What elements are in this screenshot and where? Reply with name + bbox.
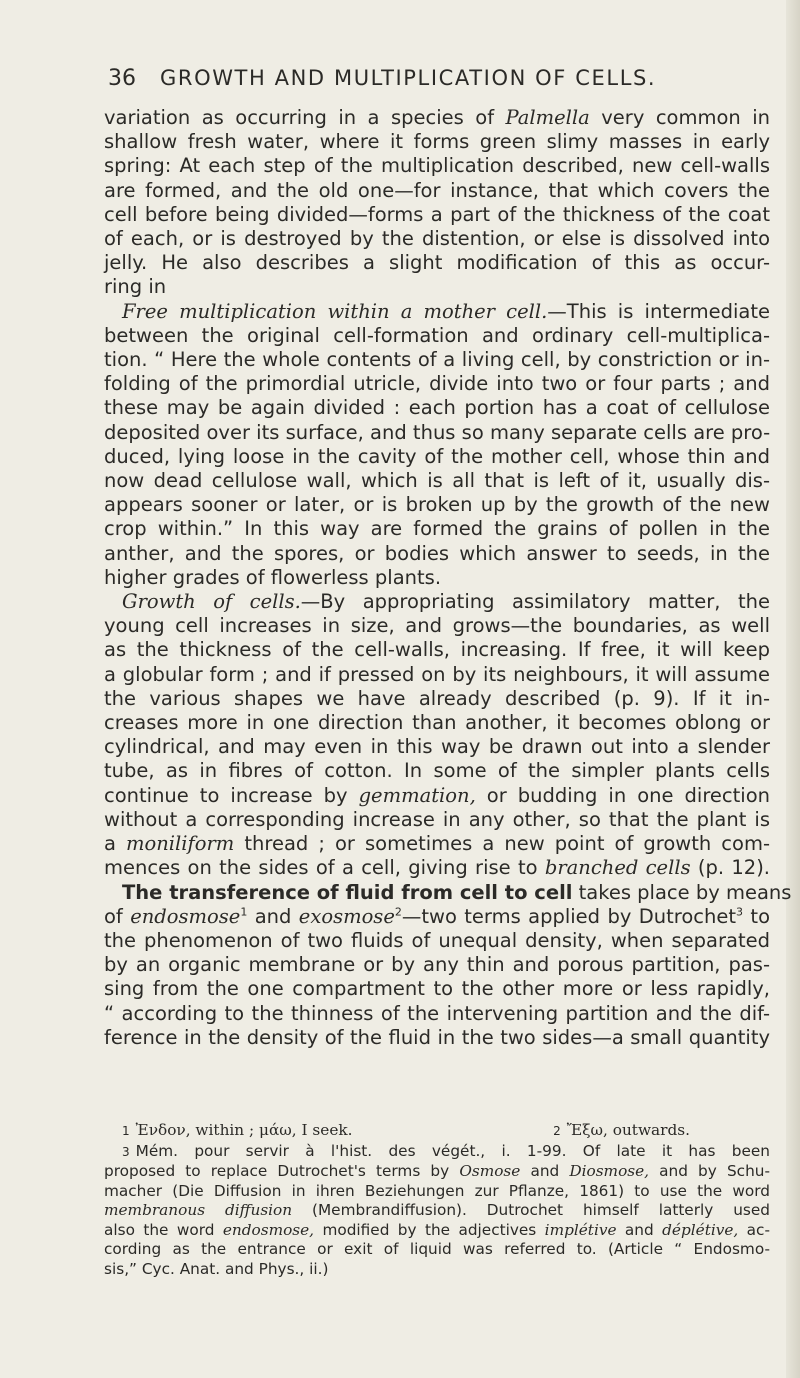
text-line: as the thickness of the cell-walls, increasing. If free, it will keep [104,638,770,662]
text-line: of endosmose$^1$ and exosmose$^2$—two terms applied by Dutrochet$^3$ to [104,904,771,928]
italic-term-gemmation: gemmation, [358,783,476,807]
text-line: crop within.” In this way are formed the grains of pollen in the [104,517,770,541]
text-line: are formed, and the old one—for instance, that which covers the [104,178,770,202]
text-line: a globular form ; and if pressed on by its neighbours, it will assume [104,662,770,686]
running-header [108,66,768,91]
text-line: without a corresponding increase in any other, so that the plant is [104,807,770,831]
text-line: young cell increases in size, and grows—the boundaries, as well [104,614,770,638]
text-line: deposited over its surface, and thus so many separate cells are pro- [104,420,771,444]
text-line: cylindrical, and may even in this way be drawn out into a slender [104,735,770,759]
section-heading-growth-of-cells: Growth of cells. [122,590,301,614]
text-line: jelly. He also describes a slight modification of this as occur- [104,251,770,275]
text-line: “ according to the thinness of the intervening partition and the dif- [104,1001,770,1025]
page-edge-shadow [786,0,800,1378]
text-line: tube, as in fibres of cotton. In some of the simpler plants cells [104,759,770,783]
italic-term-moniliform: moniliform [126,832,235,856]
text-line: a moniliform thread ; or sometimes a new point of growth com- [104,832,770,856]
section-heading-line: The transference of fluid from cell to cell takes place by means [122,880,792,904]
italic-term-endosmose: endosmose [130,904,241,928]
section-heading-free-multiplication: Free multiplication within a mother cell. [122,299,548,323]
page-number: 36 [108,66,136,91]
text-line: between the original cell-formation and ordinary cell-multiplica- [104,323,770,347]
section-heading-transference: The transference of fluid from cell to cell [122,880,573,904]
footnote-line: also the word endosmose, modified by the adjectives implétive and déplétive, ac- [104,1220,770,1239]
footnote-line: sis,” Cyc. Anat. and Phys., ii.) [104,1259,329,1278]
text-line: continue to increase by gemmation, or budding in one direction [104,783,770,807]
text-line: appears sooner or later, or is broken up by the growth of the new [104,493,770,517]
footnote-ref-2: 2 [394,905,402,919]
footnotes [104,1121,770,1279]
footnote-ref-3: 3 [736,905,744,919]
text-line: of each, or is destroyed by the distention, or else is dissolved into [104,227,770,251]
text-line: creases more in one direction than another, it becomes oblong or [104,711,770,735]
section-heading-line: Free multiplication within a mother cell.—This is intermediate [122,299,770,323]
text-line: folding of the primordial utricle, divide into two or four parts ; and [104,372,770,396]
footnote-3: 3 Mém. pour servir à l'hist. des végét., i. 1-99. Of late it has been [122,1141,770,1160]
text-line: shallow fresh water, where it forms green slimy masses in early [104,130,770,154]
text-line: cell before being divided—forms a part of the thickness of the coat [104,202,770,226]
text-line: tion. “ Here the whole contents of a living cell, by constriction or in- [104,348,770,372]
italic-term-branched-cells: branched cells [544,856,691,880]
running-title: GROWTH AND MULTIPLICATION OF CELLS. [160,66,657,90]
text-line: by an organic membrane or by any thin and porous partition, pas- [104,953,770,977]
text-line: mences on the sides of a cell, giving rise to branched cells (p. 12). [104,856,771,880]
body-text [104,106,792,1050]
italic-term-palmella: Palmella [505,106,590,129]
text-line: the various shapes we have already described (p. 9). If it in- [104,686,770,710]
text-line: spring: At each step of the multiplication described, new cell-walls [104,154,770,178]
footnote-1: 1 Ἐνδον, within ; μάω, I seek. [122,1121,353,1139]
text-line: anther, and the spores, or bodies which answer to seeds, in the [104,541,770,565]
italic-term-exosmose: exosmose [298,904,395,928]
text-line: ring in [104,275,167,299]
footnote-line: membranous diffusion (Membrandiffusion). Dutrochet himself latterly used [104,1201,770,1219]
footnote-line: macher (Die Diffusion in ihren Beziehungen zur Pflanze, 1861) to use the word [104,1181,770,1200]
footnote-ref-1: 1 [240,905,248,919]
text-line: variation as occurring in a species of Palmella very common in [104,106,771,129]
footnote-line: cording as the entrance or exit of liquid was referred to. (Article “ Endosmo- [104,1240,770,1258]
text-line: the phenomenon of two fluids of unequal density, when separated [104,928,770,952]
section-heading-line: Growth of cells.—By appropriating assimilatory matter, the [122,590,770,614]
footnote-row-1-2 [104,1121,770,1142]
footnote-line: proposed to replace Dutrochet's terms by Osmose and Diosmose, and by Schu- [104,1162,770,1180]
text-line: sing from the one compartment to the other more or less rapidly, [104,977,770,1001]
text-line: ference in the density of the fluid in the two sides—a small quantity [104,1025,770,1049]
footnote-2: 2 Ἔξω, outwards. [553,1121,690,1139]
text-line: higher grades of flowerless plants. [104,565,442,589]
text-line: these may be again divided : each portion has a coat of cellulose [104,396,770,420]
text-line: now dead cellulose wall, which is all that is left of it, usually dis- [104,469,770,493]
text-line: duced, lying loose in the cavity of the mother cell, whose thin and [104,444,770,468]
